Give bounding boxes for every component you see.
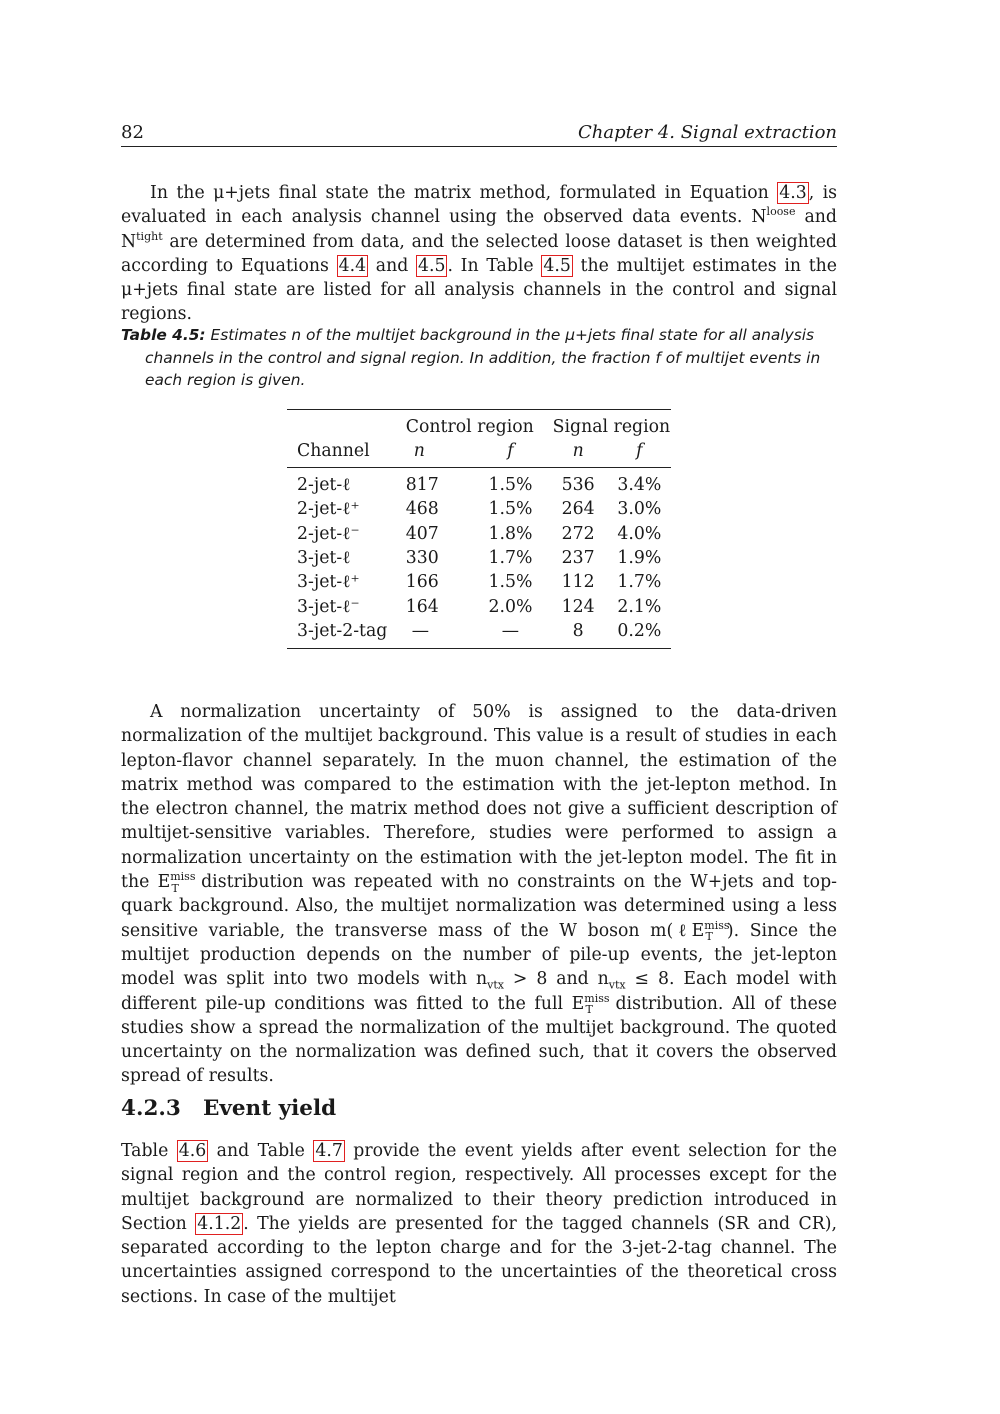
chapter-title: Chapter 4. Signal extraction <box>577 122 837 143</box>
table-ref-4-5[interactable]: 4.5 <box>543 255 571 276</box>
equation-ref-4-5[interactable]: 4.5 <box>417 255 446 276</box>
table-ref-4-7[interactable]: 4.7 <box>315 1141 343 1161</box>
table-row: 2-jet-ℓ⁺ 468 1.5% 264 3.0% <box>297 499 662 520</box>
column-header-cr-f: f <box>472 439 548 467</box>
column-header-cr-n: n <box>406 439 472 467</box>
column-header-sr-n: n <box>549 439 608 467</box>
section-ref-4-1-2[interactable]: 4.1.2 <box>197 1213 242 1234</box>
paragraph-matrix-method: In the μ+jets final state the matrix method, formulated in Equation 4.3 , is evaluated in each analysis channel using the observed data events. $N^{loose}$ and $N^{tight}$ are determined from data, and the selected loose dataset is then weighted according to Equations 4.4 and 4.5 . In Table 4.5 the multijet estimates in the μ+jets final state are listed for all analysis channels in the control and signal regions. <box>121 183 837 325</box>
section-heading <box>121 1096 336 1121</box>
equation-ref-4-4[interactable]: 4.4 <box>338 255 367 276</box>
section-title: Event yield <box>203 1096 337 1121</box>
section-number: 4.2.3 <box>121 1096 181 1121</box>
table-caption <box>121 324 837 392</box>
table-caption-label: Table 4.5: <box>121 326 206 344</box>
column-header-channel: Channel <box>287 439 406 467</box>
table-row: 3-jet-ℓ⁻ 164 2.0% 124 2.1% <box>297 596 662 617</box>
equation-ref-4-3[interactable]: 4.3 <box>779 183 807 203</box>
table-row: 3-jet-2-tag — — 8 0.2% <box>297 621 662 642</box>
table-row: 3-jet-ℓ⁺ 166 1.5% 112 1.7% <box>297 572 662 593</box>
multijet-estimates-table <box>287 409 671 649</box>
table-ref-4-6[interactable]: 4.6 <box>178 1141 207 1161</box>
table-caption-text: Estimates n of the multijet background in the μ+jets final state for all analysis channels in the control and signal region. In addition, the fraction f of multijet events in each region is given. <box>145 326 821 389</box>
paragraph-event-yield: Table 4.6 and Table 4.7 provide the event yields after event selection for the signal region and the control region, respectively. All processes except for the multijet background are normalized to their theory prediction introduced in Section 4.1.2 . The yields are presented for the tagged channels (SR and CR), separated according to the lepton charge and for the 3-jet-2-tag channel. The uncertainties assigned correspond to the uncertainties of the theoretical cross sections. In case of the multijet <box>121 1141 837 1307</box>
column-header-sr-f: f <box>608 439 671 467</box>
group-header-signal: Signal region <box>552 417 671 437</box>
table-row: 2-jet-ℓ 817 1.5% 536 3.4% <box>297 474 662 495</box>
running-header <box>121 120 837 147</box>
table-row: 2-jet-ℓ⁻ 407 1.8% 272 4.0% <box>297 523 662 544</box>
paragraph-normalization-uncertainty: A normalization uncertainty of 50% is assigned to the data-driven normalization of the multijet background. This value is a result of studies in each lepton-flavor channel separately. In the muon channel, the estimation of the matrix method was compared to the estimation with the jet-lepton method. In the electron channel, the matrix method does not give a sufficient description of multijet-sensitive variables. Therefore, studies were performed to assign a normalization uncertainty on the estimation with the jet-lepton model. The fit in the $E^{miss}_T$ distribution was repeated with no constraints on the W+jets and top-quark background. Also, the multijet normalization was determined using a less sensitive variable, the transverse mass of the W boson m(ℓE$^{miss}_T$ ). Since the multijet production depends on the number of pile-up events, the jet-lepton model was split into two models with $n_{vtx} > 8$ and $n_{vtx} \le 8$. Each model with different pile-up conditions was fitted to the full $E^{miss}_T$ distribution. All of these studies show a spread the normalization of the multijet background. The quoted uncertainty on the normalization was defined such, that it covers the observed spread of results. <box>121 702 837 1087</box>
group-header-control: Control region <box>405 417 534 437</box>
table-row: 3-jet-ℓ 330 1.7% 237 1.9% <box>297 548 662 569</box>
page-number: 82 <box>121 122 144 143</box>
